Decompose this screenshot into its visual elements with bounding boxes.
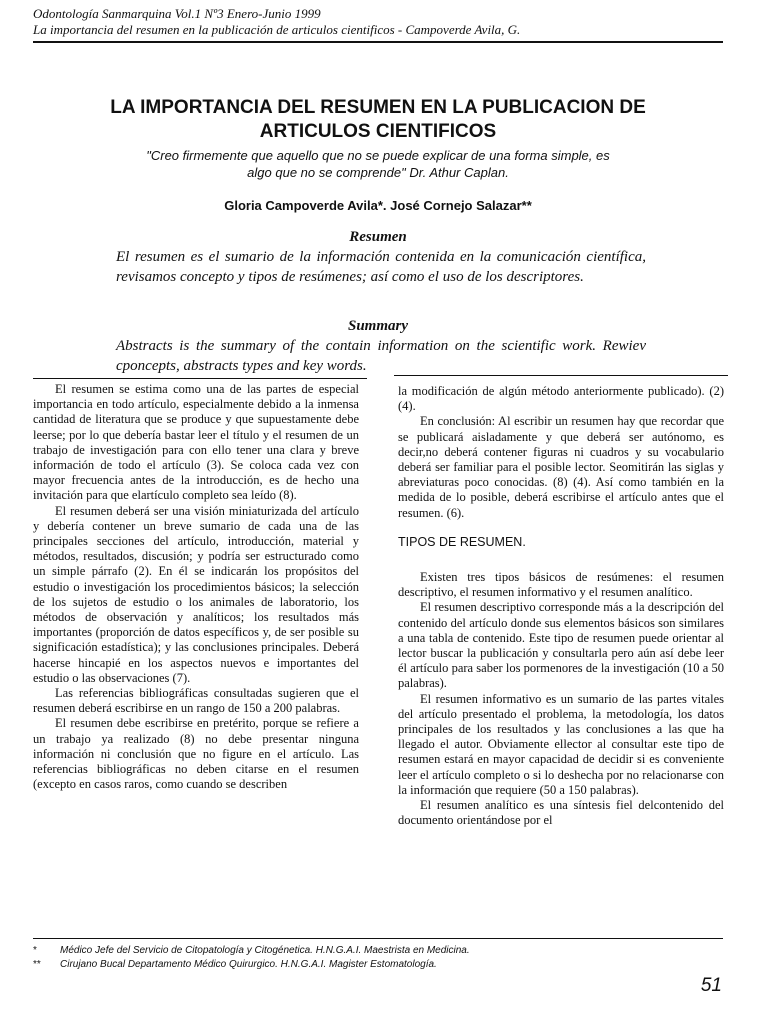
title-line-1: LA IMPORTANCIA DEL RESUMEN EN LA PUBLICACION DE bbox=[110, 97, 646, 118]
paragraph: Existen tres tipos básicos de resúmenes: el resumen descriptivo, el resumen informativo y el resumen analítico. bbox=[398, 570, 724, 600]
footnote-text: Cirujano Bucal Departamento Médico Quirurgico. H.N.G.A.I. Magister Estomatología. bbox=[60, 959, 437, 970]
body-column-right bbox=[398, 384, 724, 828]
section-heading-tipos: TIPOS DE RESUMEN. bbox=[398, 534, 526, 549]
paragraph: El resumen informativo es un sumario de las partes vitales del artículo presentado el problema, la metodología, los datos principales de los resultados y las conclusiones a las que ha llegado el autor. Obviamente ellector al consultar este tipo de resumen estará en mayor capacidad de decidir si es conveniente leer el artículo completo o si lo deshecha por no relacionarse con la información que requiere (50 a 150 palabras). bbox=[398, 691, 724, 797]
paragraph: El resumen deberá ser una visión miniaturizada del artículo y debería contener un breve sumario de cada una de las principales secciones del artículo, introducción, material y métodos, resultados, discusión; y podría ser estructurado como un simple párrafo (2). En él se indicarán los propósitos del estudio o investigación los procedimientos básicos; la selección de los sujetos de estudio o los animales de laboratorio, los métodos de observación y analíticos; los resultados más importantes (proporción de datos específicos y, de ser posible su significación estadística); y las conclusiones principales. Deberá hacerse hincapié en los aspectos nuevos e importantes del estudio o las observaciones (7). bbox=[33, 503, 359, 685]
column-rule-right bbox=[394, 375, 728, 376]
running-title: La importancia del resumen en la publicación de articulos cientificos - Campoverde Avila, G. bbox=[33, 22, 521, 37]
paragraph: El resumen debe escribirse en pretérito, porque se refiere a un trabajo ya realizado (8) no debe presentar ninguna información ni conclusión que no figure en el artículo. Las referencias bibliográficas no deben citarse en el resumen (excepto en casos raros, como cuando se describen bbox=[33, 716, 359, 792]
header-rule bbox=[33, 41, 723, 43]
summary-text: Abstracts is the summary of the contain information on the scientific work. Rewiev cponcepts, abstracts types and key words. bbox=[116, 338, 646, 374]
article-title bbox=[33, 96, 723, 144]
journal-line: Odontología Sanmarquina Vol.1 Nº3 Enero-Junio 1999 bbox=[33, 6, 321, 21]
footnote-mark: ** bbox=[33, 959, 41, 970]
epigraph-line-2: algo que no se comprende" Dr. Athur Caplan. bbox=[247, 165, 509, 180]
resumen-text: El resumen es el sumario de la información contenida en la comunicación científica, revisamos concepto y tipos de resúmenes; así como el uso de los descriptores. bbox=[116, 249, 646, 285]
footnote bbox=[33, 958, 723, 972]
authors: Gloria Campoverde Avila*. José Cornejo Salazar** bbox=[224, 198, 532, 213]
footnote-rule bbox=[33, 938, 723, 939]
title-line-2: ARTICULOS CIENTIFICOS bbox=[259, 121, 497, 142]
paragraph: Las referencias bibliográficas consultadas sugieren que el resumen deberá escribirse en un rango de 150 a 200 palabras. bbox=[33, 686, 359, 716]
paragraph: En conclusión: Al escribir un resumen hay que recordar que se publicará aisladamente y que deberá ser autónomo, es decir,no deberá contener figuras ni cuadros y su vocabulario deberá ser familiar para el posible lector. Seomitirán las siglas y abreviaturas poco conocidas. (8) (4). Así como también en la medida de lo posible, deberá escribirse el artículo antes que el resumen. (6). bbox=[398, 414, 724, 520]
footnote-text: Médico Jefe del Servicio de Citopatología y Citogénetica. H.N.G.A.I. Maestrista en Medicina. bbox=[60, 945, 470, 956]
footnotes bbox=[33, 944, 723, 972]
epigraph bbox=[33, 147, 723, 181]
page-number: 51 bbox=[700, 975, 722, 996]
paragraph: El resumen descriptivo corresponde más a la descripción del contenido del artículo donde sus elementos básicos son similares a una tabla de contenido. Este tipo de resumen puede orientar al lector buscar la publicación y consultarla pero aún así debe leer él artículo para saber los pormenores de la investigación (10 a 50 palabras). bbox=[398, 600, 724, 691]
paragraph: la modificación de algún método anteriormente publicado). (2) (4). bbox=[398, 384, 724, 414]
footnote bbox=[33, 944, 723, 958]
column-rule-left bbox=[33, 378, 367, 379]
paragraph: El resumen analítico es una síntesis fiel delcontenido del documento orientándose por el bbox=[398, 798, 724, 828]
paragraph: El resumen se estima como una de las partes de especial importancia en todo artículo, especialmente debido a la inmensa cantidad de literatura que se produce y que supuestamente debe leerse; por lo que debería bastar leer el título y el resumen de un trabajo de investigación para con ello tener una clara y breve información de todo el artículo (3). Se coloca cada vez con mayor frecuencia antes de la introducción, es de hecho una invitación para que elartículo completo sea leído (8). bbox=[33, 382, 359, 503]
footnote-mark: * bbox=[33, 945, 37, 956]
epigraph-line-1: "Creo firmemente que aquello que no se puede explicar de una forma simple, es bbox=[146, 148, 610, 163]
running-header bbox=[33, 6, 733, 38]
body-column-left bbox=[33, 382, 359, 792]
summary-heading: Summary bbox=[347, 318, 408, 334]
resumen-heading: Resumen bbox=[349, 229, 407, 245]
